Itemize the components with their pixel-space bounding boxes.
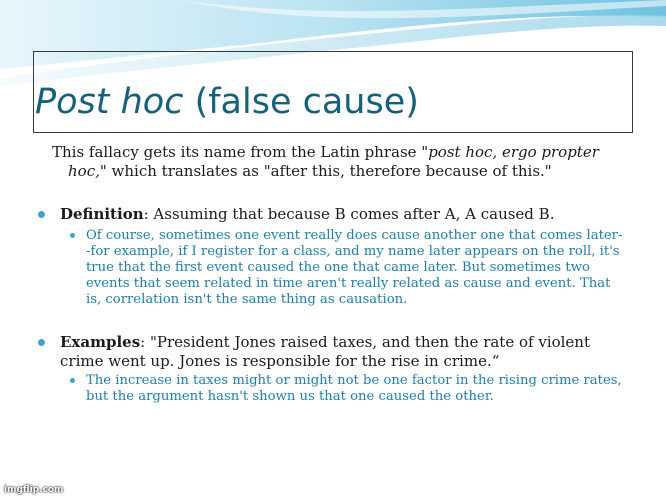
examples-sub-text: The increase in taxes might or might not be one factor in the rising crime rates, but the argument hasn't shown us that one caused the other. [86, 373, 622, 404]
definition-bullet [38, 205, 628, 224]
slide-title [35, 80, 419, 124]
bullet-dot-icon [38, 211, 45, 218]
sub-bullet-dot-icon [70, 233, 75, 238]
definition-label: Definition [60, 205, 144, 223]
definition-sub-bullet [70, 228, 625, 308]
title-rest-part: (false cause) [183, 82, 419, 122]
examples-sub-bullet [70, 373, 625, 405]
examples-bullet [38, 333, 628, 371]
intro-line1-latin: post hoc, ergo propter [428, 143, 599, 161]
intro-line2-latin: hoc, [68, 162, 100, 180]
examples-body: : "President Jones raised taxes, and then the rate of violent crime went up. Jones is responsible for the rise in crime.“ [60, 333, 590, 370]
definition-text [60, 205, 628, 224]
intro-line2 [52, 162, 622, 181]
examples-label: Examples [60, 333, 141, 351]
sub-bullet-dot-icon [70, 378, 75, 383]
intro-line2-text: " which translates as "after this, therefore because of this." [99, 162, 552, 180]
definition-sub-text: Of course, sometimes one event really does cause another one that comes later--for example, if I register for a class, and my name later appears on the roll, it's true that the first event caused the one that came later. But sometimes two events that seem related in time aren't really related as cause and event. That is, correlation isn't the same thing as causation. [86, 228, 623, 307]
definition-body: : Assuming that because B comes after A, A caused B. [143, 205, 555, 223]
bullet-dot-icon [38, 339, 45, 346]
title-italic-part: Post hoc [35, 82, 184, 122]
intro-paragraph [52, 143, 622, 181]
examples-text [60, 333, 628, 371]
imgflip-watermark: imgflip.com [4, 485, 64, 495]
intro-line1-text: This fallacy gets its name from the Latin phrase " [52, 143, 429, 161]
